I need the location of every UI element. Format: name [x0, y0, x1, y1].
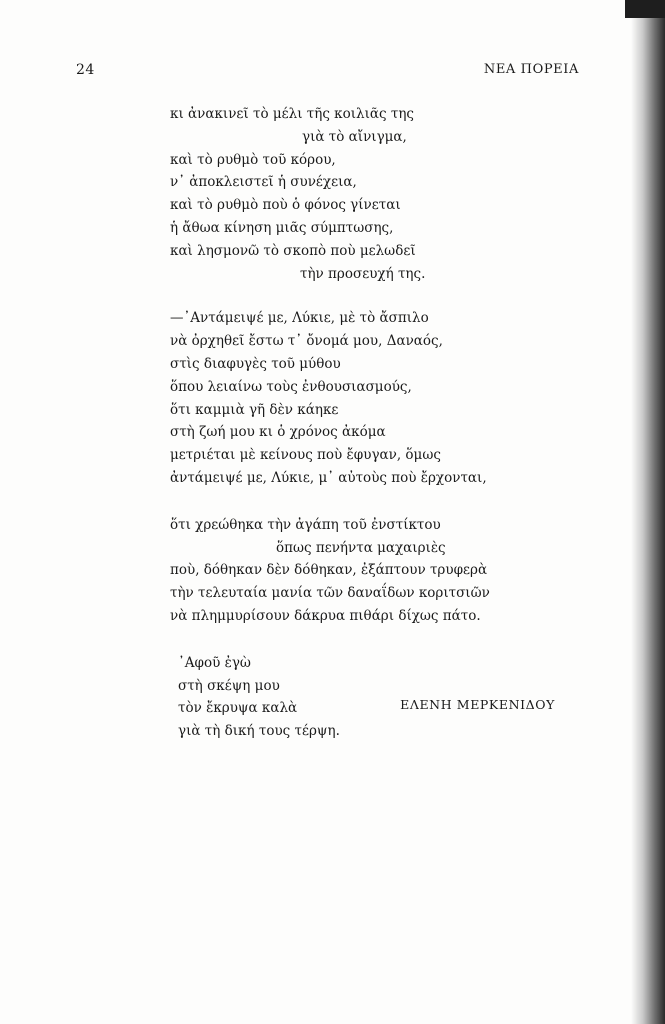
page-edge-corner	[625, 0, 665, 18]
poem-line: τὴν προσευχή της.	[300, 265, 426, 282]
poem-line: στὴ σκέψη μου	[178, 677, 280, 694]
stanza-gap	[170, 490, 610, 514]
poem-body	[170, 103, 610, 743]
poem-line: μετριέται μὲ κείνους ποὺ ἔφυγαν, ὅμως	[170, 447, 441, 464]
poem-line: ποὺ, δόθηκαν δὲν δόθηκαν, ἐξάπτουν τρυφερὰ	[170, 562, 488, 579]
stanza-gap	[170, 628, 610, 652]
poem-line: γιὰ τὸ αἴνιγμα,	[302, 128, 407, 145]
poem-line: γιὰ τὴ δική τους τέρψη.	[178, 723, 340, 740]
author-signature: ΕΛΕΝΗ ΜΕΡΚΕΝΙΔΟΥ	[400, 697, 555, 712]
poem-line: ἡ ἄθωα κίνηση μιᾶς σύμπτωσης,	[170, 219, 394, 236]
poem-line: τὸν ἔκρυψα καλὰ	[178, 700, 298, 717]
poem-line: στὶς διαφυγὲς τοῦ μύθου	[170, 355, 341, 372]
running-head: ΝΕΑ ΠΟΡΕΙΑ	[483, 62, 579, 77]
poem-line: καὶ τὸ ρυθμὸ ποὺ ὁ φόνος γίνεται	[170, 197, 401, 214]
page-number: 24	[76, 62, 95, 78]
poem-line: στὴ ζωή μου κι ὁ χρόνος ἀκόμα	[170, 424, 386, 441]
page-edge-shadow	[631, 0, 665, 1024]
poem-line: κι ἀνακινεῖ τὸ μέλι τῆς κοιλιᾶς της	[170, 106, 414, 122]
poem-line: τὴν τελευταία μανία τῶν δαναΐδων κοριτσιῶν	[170, 585, 490, 602]
poem-line: ὅτι καμμιὰ γῆ δὲν κάηκε	[170, 401, 339, 418]
stanza-gap	[170, 285, 610, 307]
poem-line: καὶ λησμονῶ τὸ σκοπὸ ποὺ μελωδεῖ	[170, 242, 416, 259]
poem-line: καὶ τὸ ρυθμὸ τοῦ κόρου,	[170, 151, 336, 168]
poem-line: —᾿Αντάμειψέ με, Λύκιε, μὲ τὸ ἄσπιλο	[170, 310, 429, 327]
poem-line: ὅπου λειαίνω τοὺς ἐνθουσιασμούς,	[170, 378, 412, 395]
poem-line: ν᾿ ἀποκλειστεῖ ἡ συνέχεια,	[170, 174, 357, 191]
poem-line: νὰ ὀρχηθεῖ ἔστω τ᾿ ὄνομά μου, Δαναός,	[170, 333, 443, 350]
poem-line: ἀντάμειψέ με, Λύκιε, μ᾿ αὐτοὺς ποὺ ἔρχονται,	[170, 469, 487, 486]
stanza-3	[170, 514, 610, 628]
poem-line: νὰ πλημμυρίσουν δάκρυα πιθάρι δίχως πάτο.	[170, 607, 481, 624]
stanza-2	[170, 307, 610, 489]
stanza-1	[170, 103, 610, 285]
poem-line: ὅπως πενήντα μαχαιριὲς	[276, 539, 446, 556]
poem-line: ὅτι χρεώθηκα τὴν ἀγάπη τοῦ ἐνστίκτου	[170, 516, 441, 533]
poem-line: ᾿Αφοῦ ἐγὼ	[178, 654, 251, 671]
